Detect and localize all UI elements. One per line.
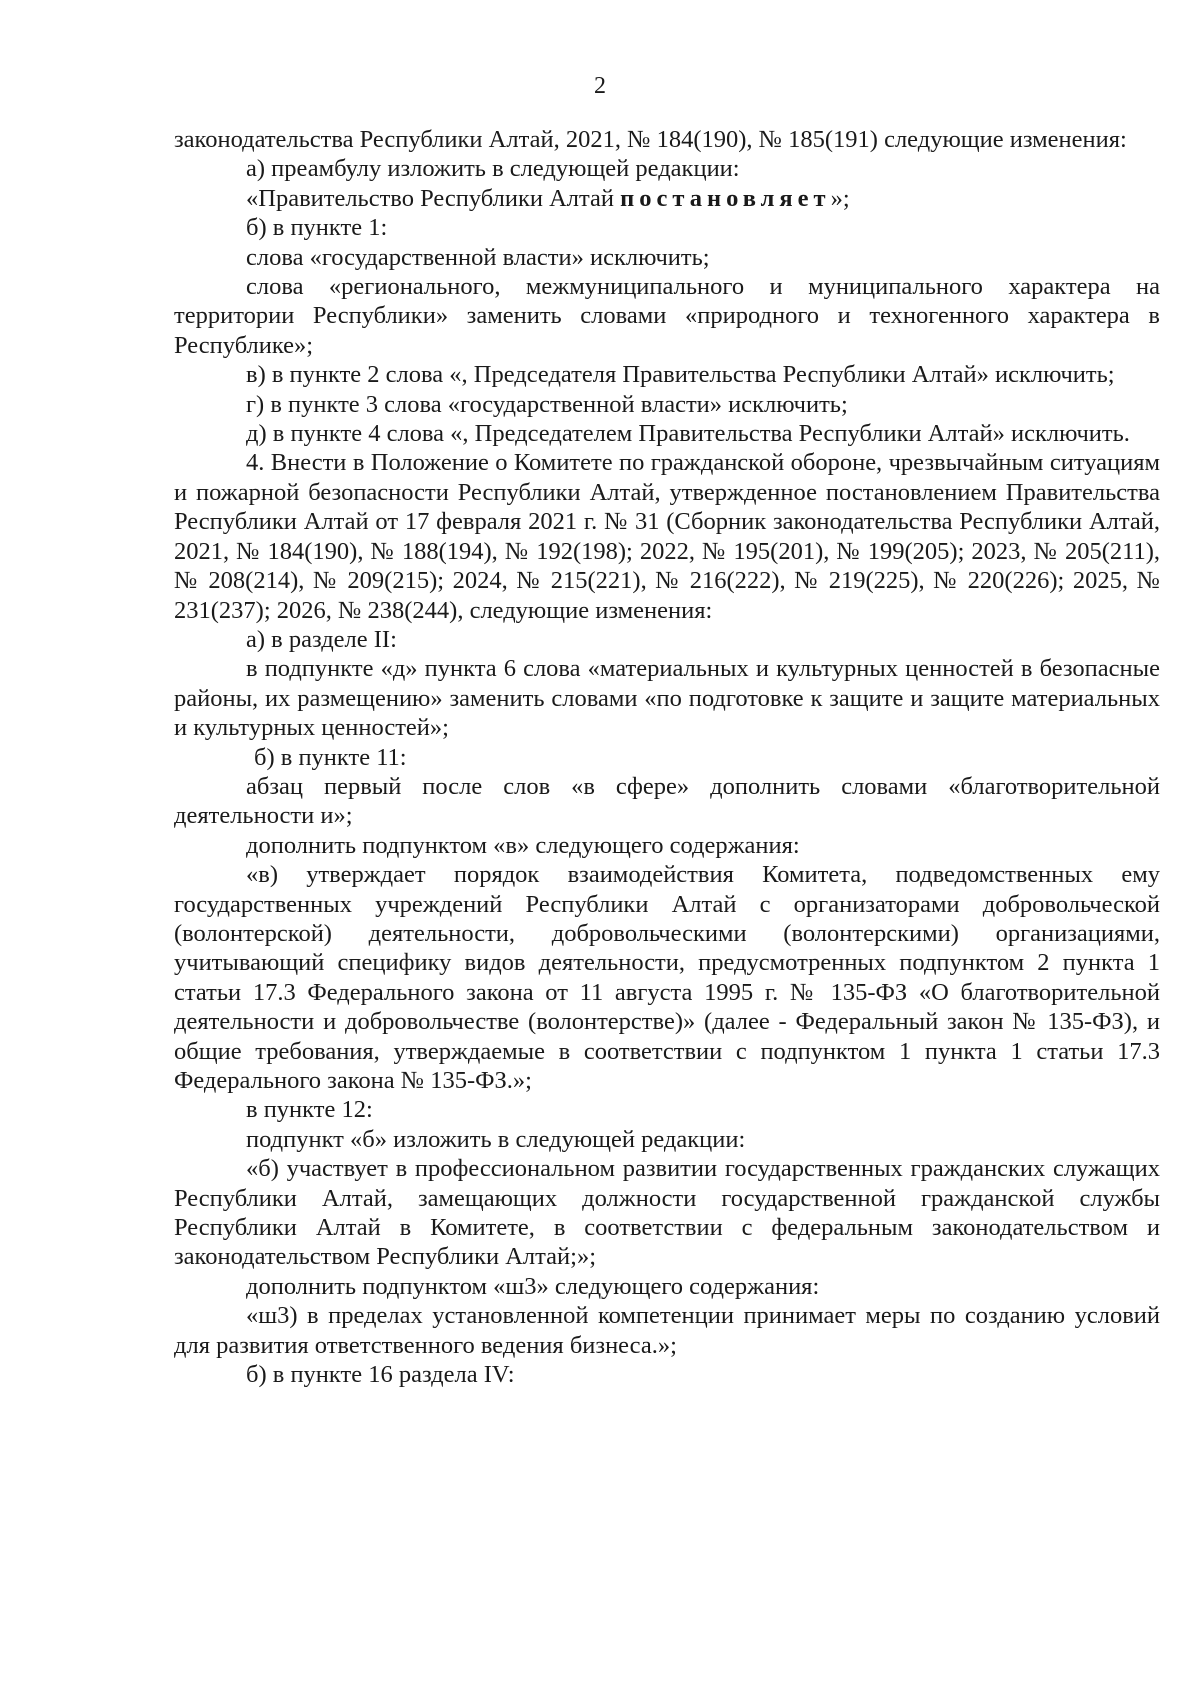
- paragraph-10: 4. Внести в Положение о Комитете по гражданской обороне, чрезвычайным ситуациям и пожарной безопасности Республики Алтай, утвержденное постановлением Правительства Республики Алтай от 17 февраля 2021 г. № 31 (Сборник законодательства Республики Алтай, 2021, № 184(190), № 188(194), № 192(198); 2022, № 195(201), № 199(205); 2023, № 205(211), № 208(214), № 209(215); 2024, № 215(221), № 216(222), № 219(225), № 220(226); 2025, № 231(237); 2026, № 238(244), следующие изменения:: [174, 449, 1160, 624]
- page-number: 2: [594, 73, 606, 99]
- paragraph-17: в пункте 12:: [246, 1096, 373, 1124]
- paragraph-18: подпункт «б» изложить в следующей редакции:: [246, 1125, 746, 1153]
- paragraph-9: д) в пункте 4 слова «, Председателем Правительства Республики Алтай» исключить.: [246, 420, 1130, 448]
- document-body: [174, 125, 1160, 1389]
- paragraph-22: б) в пункте 16 раздела IV:: [246, 1361, 515, 1389]
- paragraph-7: в) в пункте 2 слова «, Председателя Правительства Республики Алтай» исключить;: [246, 361, 1115, 389]
- paragraph-4: б) в пункте 1:: [246, 214, 388, 242]
- paragraph-11: а) в разделе II:: [246, 625, 397, 653]
- paragraph-5: слова «государственной власти» исключить;: [246, 243, 710, 271]
- paragraph-12: в подпункте «д» пункта 6 слова «материальных и культурных ценностей в безопасные районы, их размещению» заменить словами «по подготовке к защите и защите материальных и культурных ценностей»;: [174, 655, 1160, 742]
- paragraph-19: «б) участвует в профессиональном развитии государственных гражданских служащих Республики Алтай, замещающих должности государственной гражданской службы Республики Алтай в Комитете, в соответствии с федеральным законодательством и законодательством Республики Алтай;»;: [174, 1155, 1160, 1271]
- paragraph-21: «ш3) в пределах установленной компетенции принимает меры по созданию условий для развития ответственного ведения бизнеса.»;: [174, 1302, 1160, 1359]
- paragraph-3: [174, 184, 1160, 213]
- paragraph-2: а) преамбулу изложить в следующей редакции:: [246, 155, 740, 183]
- paragraph-8: г) в пункте 3 слова «государственной власти» исключить;: [246, 390, 848, 418]
- paragraph-13: б) в пункте 11:: [254, 743, 407, 771]
- paragraph-15: дополнить подпунктом «в» следующего содержания:: [246, 831, 800, 859]
- paragraph-1: законодательства Республики Алтай, 2021, № 184(190), № 185(191) следующие изменения:: [174, 126, 1127, 153]
- paragraph-3-end: »;: [830, 184, 850, 212]
- paragraph-16: «в) утверждает порядок взаимодействия Комитета, подведомственных ему государственных учреждений Республики Алтай с организаторами добровольческой (волонтерской) деятельности, добровольческими (волонтерскими) организациями, учитывающий специфику видов деятельности, предусмотренных подпунктом 2 пункта 1 статьи 17.3 Федерального закона от 11 августа 1995 г. № 135-ФЗ «О благотворительной деятельности и добровольчестве (волонтерстве)» (далее - Федеральный закон № 135-ФЗ), и общие требования, утверждаемые в соответствии с подпунктом 1 пункта 1 статьи 17.3 Федерального закона № 135-ФЗ.»;: [174, 861, 1160, 1094]
- paragraph-20: дополнить подпунктом «ш3» следующего содержания:: [246, 1272, 820, 1300]
- resolution-word: постановляет: [620, 184, 831, 212]
- paragraph-3-start: «Правительство Республики Алтай: [246, 184, 621, 212]
- paragraph-14: абзац первый после слов «в сфере» дополнить словами «благотворительной деятельности и»;: [174, 772, 1160, 830]
- paragraph-6: слова «регионального, межмуниципального и муниципального характера на территории Республики» заменить словами «природного и техногенного характера в Республике»;: [174, 273, 1160, 359]
